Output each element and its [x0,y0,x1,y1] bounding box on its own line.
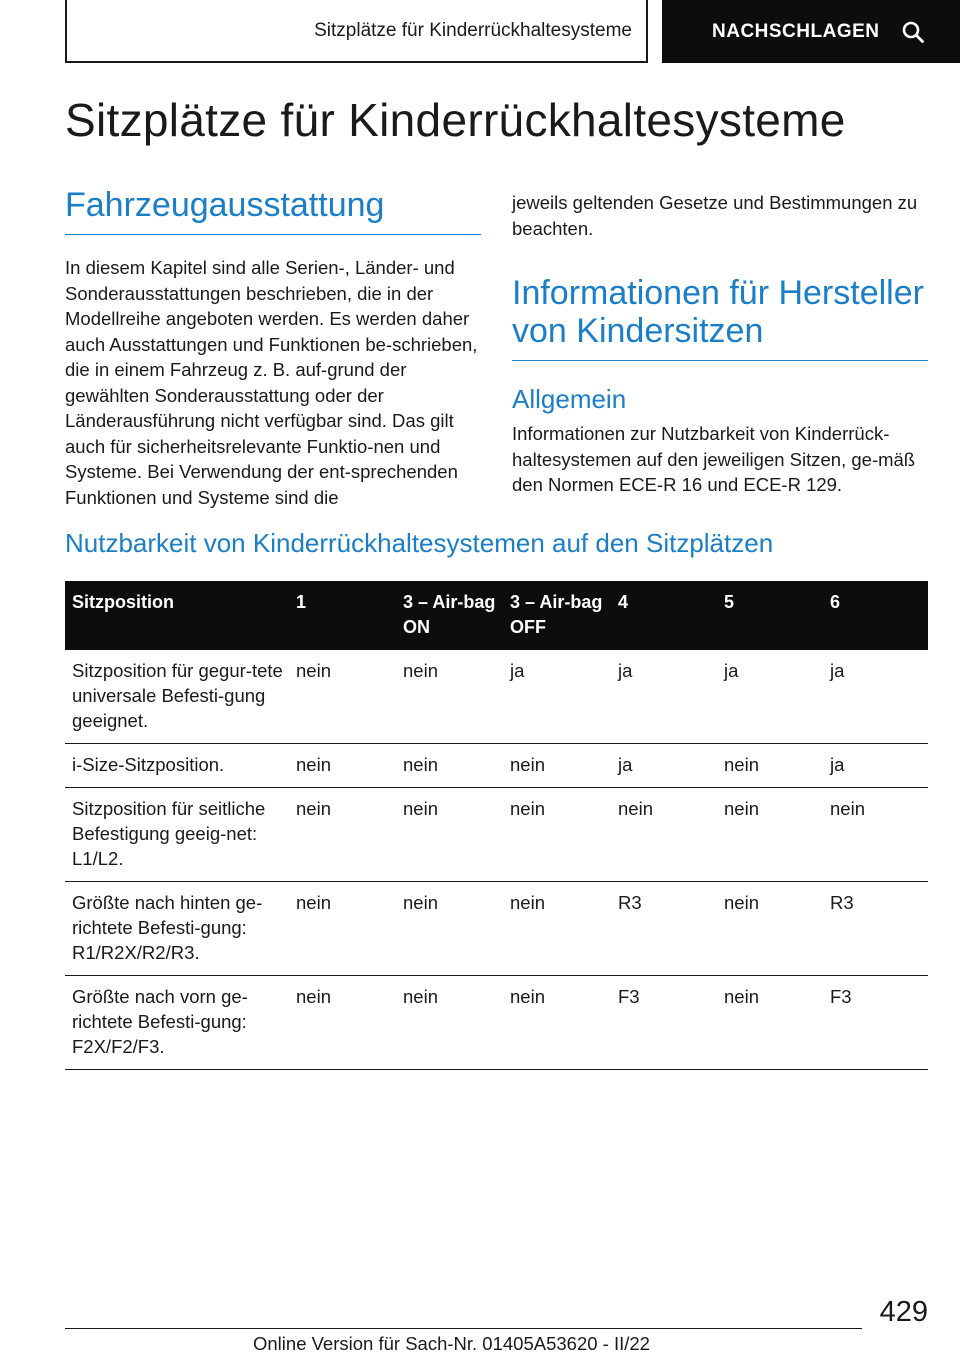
table-cell: nein [503,882,611,976]
general-subheading: Allgemein [512,384,627,415]
table-cell: F3 [611,976,717,1070]
table-cell: nein [289,650,396,744]
table-row [65,882,928,976]
table-cell: nein [289,882,396,976]
row-label: Sitzposition für gegur‐tete universale Befesti‐gung geeignet. [65,650,289,744]
table-cell: nein [717,976,823,1070]
equipment-body-right: jeweils geltenden Gesetze und Bestimmungen zu beachten. [512,192,918,239]
col-header-3-airbag-off: 3 – Air‐bag OFF [503,581,611,650]
table-cell: ja [823,744,928,788]
table-cell: nein [289,744,396,788]
usability-heading: Nutzbarkeit von Kinderrückhaltesystemen auf den Sitzplätzen [65,528,774,558]
col-header-sitzposition: Sitzposition [65,581,289,650]
equipment-heading: Fahrzeugausstattung [65,186,481,235]
table-cell: nein [396,744,503,788]
equipment-body-left: In diesem Kapitel sind alle Serien-, Länder- und Sonderausstattungen beschrieben, die in der Modellreihe angeboten werden. Es werden daher auch Ausstattungen und Funktionen be‐schrieben, die in einem Fahrzeug z. B. auf‐grund der gewählten Sonderausstattung oder der Länderausführung nicht verfügbar sind. Das gilt auch für sicherheitsrelevante Funktio‐nen und Systeme. Bei Verwendung der ent‐sprechenden Funktionen und Systeme sind die [65,257,478,508]
row-label: Größte nach hinten ge‐richtete Befesti‐gung: R1/R2X/R2/R3. [65,882,289,976]
header-chapter-title: Sitzplätze für Kinderrückhaltesysteme [314,19,632,41]
nav-label: NACHSCHLAGEN [712,20,880,42]
table-cell: nein [503,976,611,1070]
table-row [65,976,928,1070]
manufacturers-body: Informationen zur Nutzbarkeit von Kinderrück‐haltesystemen auf den jeweiligen Sitzen, ge‐mäß den Normen ECE-R 16 und ECE-R 129. [512,423,916,496]
table-row [65,788,928,882]
table-cell: R3 [823,882,928,976]
table-cell: nein [717,882,823,976]
right-column [512,190,928,498]
manufacturers-heading: Informationen für Hersteller von Kindersitzen [512,274,928,361]
header-chapter-box [65,0,648,63]
page-number: 429 [879,1296,928,1328]
table-cell: nein [823,788,928,882]
table-cell: nein [289,976,396,1070]
table-cell: nein [396,882,503,976]
table-cell: ja [717,650,823,744]
table-row [65,650,928,744]
nav-nachschlagen-button[interactable] [662,0,960,63]
table-header-row [65,581,928,650]
row-label: Sitzposition für seitliche Befestigung geeig‐net: L1/L2. [65,788,289,882]
col-header-3-airbag-on: 3 – Air‐bag ON [396,581,503,650]
row-label: Größte nach vorn ge‐richtete Befesti‐gung: F2X/F2/F3. [65,976,289,1070]
table-cell: nein [717,788,823,882]
footer-version-text: Online Version für Sach-Nr. 01405A53620 - II/22 [253,1333,650,1354]
table-cell: nein [396,788,503,882]
table-cell: nein [396,976,503,1070]
seat-usability-table [65,581,928,1070]
table-cell: ja [611,744,717,788]
table-cell: R3 [611,882,717,976]
col-header-4: 4 [611,581,717,650]
equipment-section [65,186,481,510]
table-cell: ja [611,650,717,744]
footer-divider [65,1328,862,1329]
table-cell: nein [503,744,611,788]
table-cell: nein [396,650,503,744]
col-header-1: 1 [289,581,396,650]
table-cell: nein [289,788,396,882]
row-label: i-Size-Sitzposition. [65,744,289,788]
table-cell: F3 [823,976,928,1070]
col-header-5: 5 [717,581,823,650]
table-cell: nein [717,744,823,788]
table-row [65,744,928,788]
col-header-6: 6 [823,581,928,650]
table-cell: nein [503,788,611,882]
table-cell: nein [611,788,717,882]
table-cell: ja [503,650,611,744]
page-title: Sitzplätze für Kinderrückhaltesysteme [65,94,846,146]
table-cell: ja [823,650,928,744]
search-icon [902,21,924,43]
